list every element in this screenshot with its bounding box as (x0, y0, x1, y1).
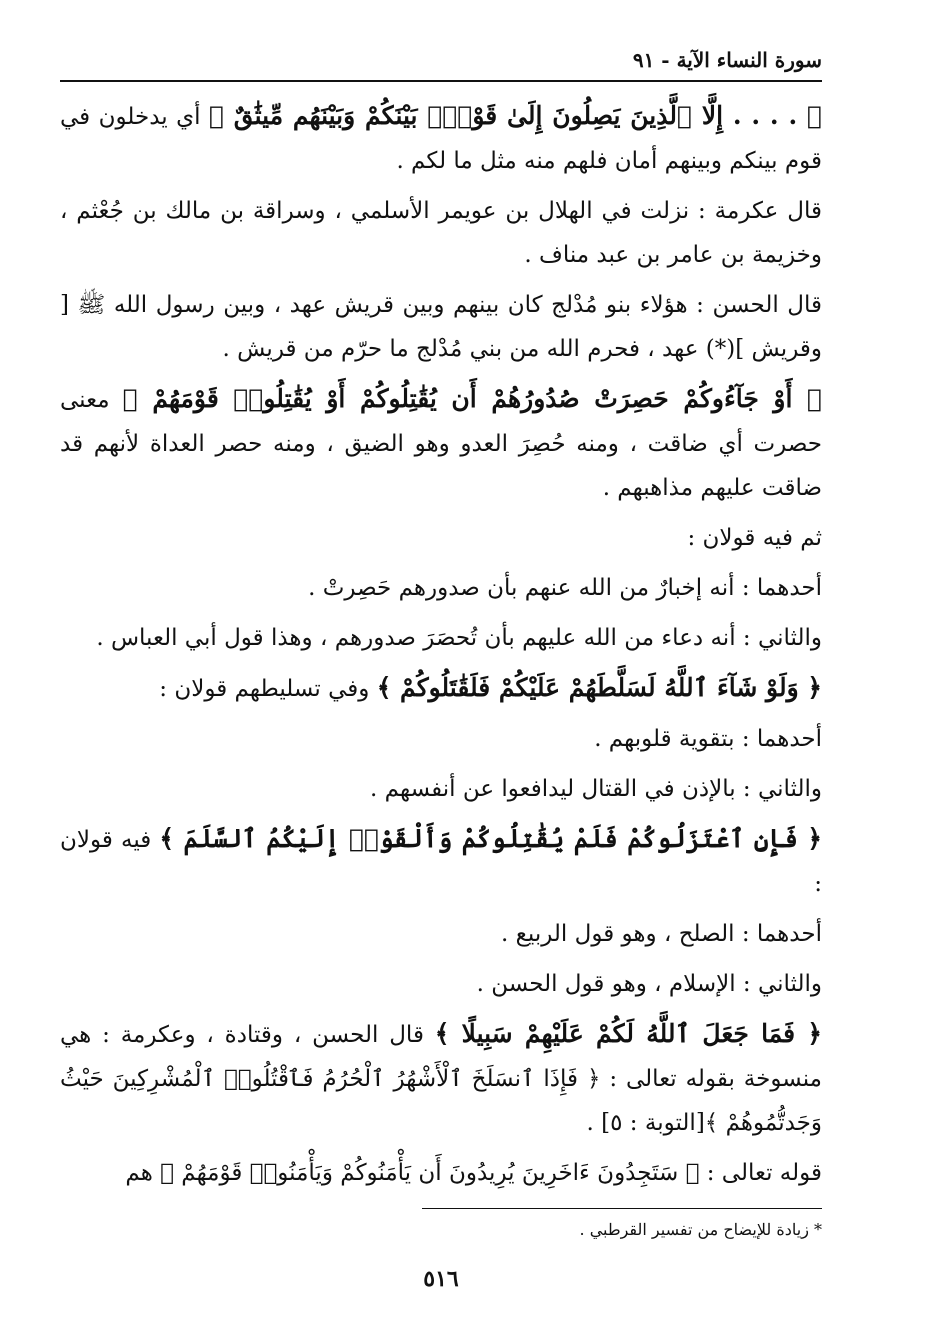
quran-verse: ﴿ أَوْ جَآءُوكُمْ حَصِرَتْ صُدُورُهُمْ أَن يُقَٰتِلُوكُمْ أَوْ يُقَٰتِلُوا۟ قَوْمَهُمْ ﴾ (122, 384, 823, 413)
paragraph-1 (60, 94, 822, 183)
paragraph-8 (60, 666, 822, 711)
paragraph-text: أحدهما : أنه إخبارٌ من الله عنهم بأن صدورهم حَصِرتْ . (308, 575, 822, 601)
paragraph-text: والثاني : أنه دعاء من الله عليهم بأن تُحصَرَ صدورهم ، وهذا قول أبي العباس . (96, 625, 822, 651)
paragraph-text: قال عكرمة : نزلت في الهلال بن عويمر الأسلمي ، وسراقة بن مالك بن جُعْثم ، وخزيمة بن عامر بن عبد مناف . (60, 198, 822, 268)
paragraph-13 (60, 962, 822, 1006)
page-number: ٥١٦ (423, 1266, 459, 1292)
paragraph-text: قال الحسن ، وقتادة ، وعكرمة : هي منسوخة بقوله تعالى : ﴿ فَإِذَا ٱنسَلَخَ ٱلْأَشْهُرُ ٱلْحُرُمُ فَٱقْتُلُوا۟ ٱلْمُشْرِكِينَ حَيْثُ وَجَدتُّمُوهُمْ ﴾[التوبة : ٥] . (60, 1022, 822, 1136)
paragraph-11 (60, 817, 822, 906)
paragraph-2 (60, 189, 822, 277)
paragraph-12 (60, 912, 822, 956)
quran-verse: ﴿ فَإِنِ ٱعْتَزَلُوكُمْ فَلَمْ يُقَٰتِلُوكُمْ وَأَلْقَوْا۟ إِلَيْكُمُ ٱلسَّلَمَ ﴾ (159, 824, 822, 853)
paragraph-text: أي يدخلون في قوم بينكم وبينهم أمان فلهم منه مثل ما لكم . (60, 104, 822, 174)
paragraph-3 (60, 283, 822, 371)
paragraph-15 (60, 1151, 822, 1195)
document-page (60, 40, 822, 1310)
paragraph-text: أحدهما : الصلح ، وهو قول الربيع . (501, 921, 822, 947)
paragraph-9 (60, 717, 822, 761)
paragraph-text: قوله تعالى : ﴿ سَتَجِدُونَ ءَاخَرِينَ يُرِيدُونَ أَن يَأْمَنُوكُمْ وَيَأْمَنُوا۟ قَوْمَهُمْ ﴾ هم (125, 1160, 822, 1186)
quran-verse: ﴿ وَلَوْ شَآءَ ٱللَّهُ لَسَلَّطَهُمْ عَلَيْكُمْ فَلَقَٰتَلُوكُمْ ﴾ (376, 673, 822, 702)
quran-verse: ﴿ فَمَا جَعَلَ ٱللَّهُ لَكُمْ عَلَيْهِمْ سَبِيلًا ﴾ (434, 1019, 822, 1048)
running-head: سورة النساء الآية - ٩١ (632, 48, 822, 72)
footnote-rule (422, 1208, 822, 1209)
paragraph-text: وفي تسليطهم قولان : (159, 676, 377, 702)
quran-verse: ﴿ . . . . إِلَّا ٱلَّذِينَ يَصِلُونَ إِلَىٰ قَوْمٍۭ بَيْنَكُمْ وَبَيْنَهُم مِّيثَٰقٌ ﴾ (208, 101, 822, 130)
paragraph-5 (60, 516, 822, 560)
page-header (60, 40, 822, 78)
paragraph-14 (60, 1012, 822, 1145)
text-body (60, 94, 822, 1201)
paragraph-text: معنى حصرت أي ضاقت ، ومنه حُصِرَ العدو وهو الضيق ، ومنه حصر العداة لأنهم قد ضاقت عليهم مذاهبهم . (60, 387, 822, 501)
paragraph-text: قال الحسن : هؤلاء بنو مُدْلج كان بينهم وبين قريش عهد ، وبين رسول الله ﷺ [ وقريش ](*) عهد ، فحرم الله من بني مُدْلج ما حرّم من قريش . (60, 292, 822, 362)
paragraph-10 (60, 767, 822, 811)
paragraph-4 (60, 377, 822, 510)
paragraph-text: أحدهما : بتقوية قلوبهم . (594, 726, 822, 752)
footnote: * زيادة للإيضاح من تفسير القرطبي . (579, 1220, 822, 1239)
paragraph-6 (60, 566, 822, 610)
paragraph-text: والثاني : بالإذن في القتال ليدافعوا عن أنفسهم . (370, 776, 822, 802)
paragraph-text: فيه قولان : (60, 827, 822, 897)
paragraph-text: والثاني : الإسلام ، وهو قول الحسن . (476, 971, 822, 997)
header-rule (60, 80, 822, 82)
paragraph-text: ثم فيه قولان : (687, 525, 822, 551)
paragraph-7 (60, 616, 822, 660)
